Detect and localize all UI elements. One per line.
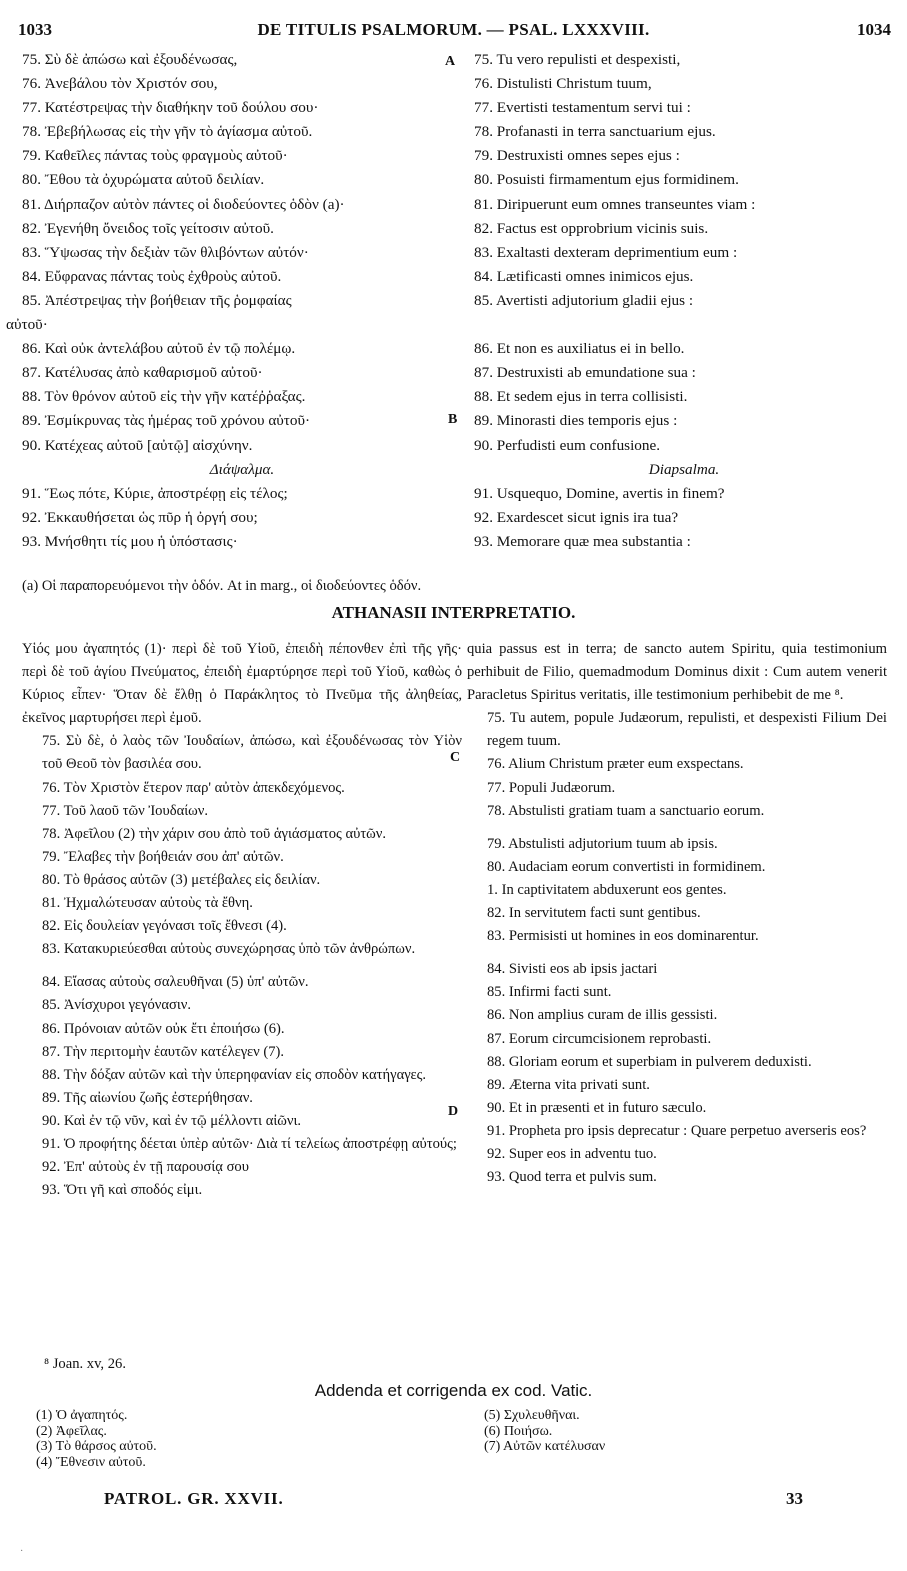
greek-psalm-column bbox=[6, 48, 462, 554]
latin-verse: 75. Tu vero repulisti et despexisti, bbox=[474, 51, 681, 68]
latin-gloss: 82. In servitutem facti sunt gentibus. bbox=[487, 905, 701, 922]
latin-gloss: 83. Permisisti ut homines in eos dominarentur. bbox=[487, 928, 759, 945]
margin-mark-d: D bbox=[448, 1104, 459, 1119]
latin-verse: 91. Usquequo, Domine, avertis in finem? bbox=[474, 484, 725, 502]
latin-gloss: 77. Populi Judæorum. bbox=[487, 779, 616, 796]
latin-diapsalma: Diapsalma. bbox=[648, 460, 720, 478]
footnote-8: ⁸ Joan. xv, 26. bbox=[44, 1356, 126, 1372]
running-title: DE TITULIS PSALMORUM. — PSAL. LXXXVIII. bbox=[257, 20, 650, 39]
greek-verse: 88. Τὸν θρόνον αὐτοῦ εἰς τὴν γῆν κατέῤῥαξας. bbox=[22, 388, 306, 406]
latin-gloss: 79. Abstulisti adjutorium tuum ab ipsis. bbox=[487, 835, 718, 852]
addenda-item: (1) Ὁ ἀγαπητός. bbox=[36, 1408, 128, 1423]
latin-gloss: 90. Et in præsenti et in futuro sæculo. bbox=[487, 1099, 707, 1116]
addenda-item: (5) Σχυλευθῆναι. bbox=[484, 1408, 580, 1423]
greek-gloss: 77. Τοῦ λαοῦ τῶν Ἰουδαίων. bbox=[42, 802, 209, 819]
greek-verse: 89. Ἐσμίκρυνας τὰς ἡμέρας τοῦ χρόνου αὐτοῦ· bbox=[22, 412, 311, 430]
greek-verse: 92. Ἐκκαυθήσεται ὡς πῦρ ἡ ὀργή σου; bbox=[22, 508, 258, 526]
latin-gloss: 85. Infirmi facti sunt. bbox=[487, 984, 612, 1001]
greek-verse: 91. Ἕως πότε, Κύριε, ἀποστρέφῃ εἰς τέλος; bbox=[22, 484, 288, 502]
greek-gloss: 80. Τὸ θράσος αὐτῶν (3) μετέβαλες εἰς δειλίαν. bbox=[42, 871, 321, 888]
greek-gloss: 86. Πρόνοιαν αὐτῶν οὐκ ἔτι ἐποιήσω (6). bbox=[42, 1020, 285, 1037]
latin-blank-line bbox=[474, 313, 894, 337]
footnote-a: (a) Οἱ παραπορευόμενοι τὴν ὁδόν. At in marg., οἱ διοδεύοντες ὁδόν. bbox=[22, 578, 422, 594]
latin-verse: 88. Et sedem ejus in terra collisisti. bbox=[474, 388, 688, 406]
greek-gloss: 81. Ἠχμαλώτευσαν αὐτοὺς τὰ ἔθνη. bbox=[42, 895, 253, 912]
latin-gloss: 84. Sivisti eos ab ipsis jactari bbox=[487, 961, 658, 978]
latin-verse: 87. Destruxisti ab emundatione sua : bbox=[474, 364, 696, 382]
greek-gloss: 91. Ὁ προφήτης δέεται ὑπὲρ αὐτῶν· Διὰ τί τελείως ἀποστρέφῃ αὐτούς; bbox=[42, 1135, 457, 1152]
greek-gloss: 78. Ἀφεῖλου (2) τὴν χάριν σου ἀπὸ τοῦ ἁγιάσματος αὐτῶν. bbox=[42, 825, 387, 842]
greek-verse: 87. Κατέλυσας ἀπὸ καθαρισμοῦ αὐτοῦ· bbox=[22, 364, 263, 382]
page-header bbox=[0, 20, 907, 44]
greek-verse: 75. Σὺ δὲ ἀπώσω καὶ ἐξουδένωσας, bbox=[22, 51, 238, 68]
latin-gloss: 78. Abstulisti gratiam tuam a sanctuario eorum. bbox=[487, 802, 765, 819]
stray-mark: · bbox=[20, 1546, 24, 1557]
greek-gloss: 85. Ἀνίσχυροι γεγόνασιν. bbox=[42, 997, 192, 1014]
greek-verse: 83. Ὕψωσας τὴν δεξιὰν τῶν θλιβόντων αὐτόν· bbox=[22, 243, 309, 261]
addenda-item: (4) Ἔθνεσιν αὐτοῦ. bbox=[36, 1454, 146, 1470]
addenda-item: (3) Τὸ θάρσος αὐτοῦ. bbox=[36, 1439, 157, 1454]
greek-verse: 77. Κατέστρεψας τὴν διαθήκην τοῦ δούλου σου· bbox=[22, 99, 319, 117]
greek-verse-continuation: αὐτοῦ· bbox=[6, 316, 48, 334]
greek-verse: 76. Ἀνεβάλου τὸν Χριστόν σου, bbox=[22, 75, 218, 93]
latin-gloss: 76. Alium Christum præter eum exspectans. bbox=[487, 756, 744, 773]
latin-verse: 80. Posuisti firmamentum ejus formidinem. bbox=[474, 171, 739, 189]
right-page-number: 1034 bbox=[857, 20, 891, 39]
greek-gloss: 93. Ὅτι γῆ καὶ σποδός εἰμι. bbox=[42, 1182, 203, 1199]
greek-gloss: 79. Ἔλαβες τὴν βοήθειάν σου ἀπ' αὐτῶν. bbox=[42, 848, 284, 865]
greek-verse: 78. Ἐβεβήλωσας εἰς τὴν γῆν τὸ ἁγίασμα αὐτοῦ. bbox=[22, 123, 313, 141]
greek-verse: 80. Ἔθου τὰ ὀχυρώματα αὐτοῦ δειλίαν. bbox=[22, 171, 265, 189]
greek-interpretation-column bbox=[22, 638, 462, 1202]
greek-verse: 85. Ἀπέστρεψας τὴν βοήθειαν τῆς ῥομφαίας bbox=[22, 291, 292, 309]
interpretatio-title: ATHANASII INTERPRETATIO. bbox=[331, 603, 576, 622]
latin-gloss: 75. Tu autem, popule Judæorum, repulisti, et despexisti Filium Dei regem tuum. bbox=[487, 710, 887, 750]
greek-gloss: 83. Κατακυριεύεσθαι αὐτοὺς συνεχώρησας ὑπὸ τῶν ἀνθρώπων. bbox=[42, 941, 416, 958]
latin-verse: 81. Diripuerunt eum omnes transeuntes viam : bbox=[474, 195, 756, 213]
latin-verse: 77. Evertisti testamentum servi tui : bbox=[474, 99, 691, 117]
latin-psalm-column bbox=[474, 48, 894, 554]
greek-verse: 84. Εὔφρανας πάντας τοὺς ἐχθροὺς αὐτοῦ. bbox=[22, 267, 282, 285]
addenda-left-list bbox=[36, 1408, 157, 1470]
latin-verse: 83. Exaltasti dexteram deprimentium eum : bbox=[474, 243, 738, 261]
latin-verse: 90. Perfudisti eum confusione. bbox=[474, 436, 661, 454]
greek-gloss: 82. Εἰς δουλείαν γεγόνασι τοῖς ἔθνεσι (4). bbox=[42, 918, 287, 935]
greek-diapsalma: Διάψαλμα. bbox=[209, 460, 275, 478]
greek-verse: 90. Κατέχεας αὐτοῦ [αὐτῷ] αἰσχύνην. bbox=[22, 436, 253, 454]
latin-verse: 86. Et non es auxiliatus ei in bello. bbox=[474, 340, 685, 358]
latin-intro-paragraph: quia passus est in terra; de sancto autem Spiritu, quia testimonium perhibuit de Filio, quemadmodum Dominus dixit : Cum autem venerit Paracletus Spiritus veritatis, ille testimonium perhibebit de me ⁸. bbox=[467, 641, 887, 704]
greek-gloss: 76. Τὸν Χριστὸν ἕτερον παρ' αὐτὸν ἀπεκδεχόμενος. bbox=[42, 779, 345, 796]
margin-mark-b: B bbox=[448, 412, 458, 427]
latin-verse: 92. Exardescet sicut ignis ira tua? bbox=[474, 508, 679, 526]
addenda-title: Addenda et corrigenda ex cod. Vatic. bbox=[314, 1381, 593, 1400]
greek-verse: 81. Διήρπαζον αὐτὸν πάντες οἱ διοδεύοντες ὁδὸν (a)· bbox=[22, 195, 345, 213]
latin-gloss: 80. Audaciam eorum convertisti in formidinem. bbox=[487, 858, 766, 875]
latin-gloss: 93. Quod terra et pulvis sum. bbox=[487, 1169, 657, 1186]
margin-mark-c: C bbox=[450, 750, 461, 765]
greek-intro-paragraph: Υἱός μου ἀγαπητός (1)· περὶ δὲ τοῦ Υἱοῦ, ἐπειδὴ πέπονθεν ἐπὶ τῆς γῆς· περὶ δὲ τοῦ ἁγίου Πνεύματος, ἐπειδὴ ἐμαρτύρησε περὶ τοῦ Υἱοῦ, καθὼς ὁ Κύριος εἶπεν· Ὅταν δὲ ἔλθῃ ὁ Παράκλητος τὸ Πνεῦμα τῆς ἀληθείας, ἐκεῖνος μαρτυρήσει περὶ ἐμοῦ. bbox=[22, 641, 462, 727]
greek-gloss: 87. Τὴν περιτομὴν ἑαυτῶν κατέλεγεν (7). bbox=[42, 1043, 285, 1060]
latin-gloss: 91. Propheta pro ipsis deprecatur : Quare perpetuo averseris eos? bbox=[487, 1122, 867, 1139]
greek-verse: 93. Μνήσθητι τίς μου ἡ ὑπόστασις· bbox=[22, 532, 238, 550]
addenda-item: (6) Ποιήσω. bbox=[484, 1423, 553, 1439]
latin-verse: 79. Destruxisti omnes sepes ejus : bbox=[474, 147, 680, 165]
latin-verse: 93. Memorare quæ mea substantia : bbox=[474, 532, 691, 550]
latin-gloss: 87. Eorum circumcisionem reprobasti. bbox=[487, 1030, 712, 1047]
latin-verse: 76. Distulisti Christum tuum, bbox=[474, 75, 652, 93]
latin-verse: 84. Lætificasti omnes inimicos ejus. bbox=[474, 267, 694, 285]
greek-gloss: 92. Ἐπ' αὐτοὺς ἐν τῇ παρουσίᾳ σου bbox=[42, 1159, 249, 1176]
latin-gloss: 89. Æterna vita privati sunt. bbox=[487, 1076, 650, 1093]
footer-sheet-number: 33 bbox=[786, 1489, 803, 1508]
greek-gloss: 84. Εἴασας αὐτοὺς σαλευθῆναι (5) ὑπ' αὐτῶν. bbox=[42, 974, 309, 991]
greek-verse: 86. Καὶ οὐκ ἀντελάβου αὐτοῦ ἐν τῷ πολέμῳ. bbox=[22, 340, 296, 358]
latin-gloss: 88. Gloriam eorum et superbiam in pulverem deduxisti. bbox=[487, 1053, 812, 1070]
latin-gloss: 1. In captivitatem abduxerunt eos gentes. bbox=[487, 881, 727, 898]
latin-verse: 78. Profanasti in terra sanctuarium ejus. bbox=[474, 123, 716, 141]
latin-verse: 89. Minorasti dies temporis ejus : bbox=[474, 412, 678, 430]
greek-verse: 82. Ἐγενήθη ὄνειδος τοῖς γείτοσιν αὐτοῦ. bbox=[22, 219, 274, 237]
addenda-item: (2) Ἀφεῖλας. bbox=[36, 1423, 107, 1439]
footer-signature: PATROL. GR. XXVII. bbox=[104, 1489, 284, 1508]
latin-verse: 85. Avertisti adjutorium gladii ejus : bbox=[474, 291, 694, 309]
greek-gloss: 90. Καὶ ἐν τῷ νῦν, καὶ ἐν τῷ μέλλοντι αἰῶνι. bbox=[42, 1112, 302, 1129]
greek-gloss: 88. Τὴν δόξαν αὐτῶν καὶ τὴν ὑπερηφανίαν εἰς σποδὸν κατήγαγες. bbox=[42, 1066, 427, 1083]
latin-verse: 82. Factus est opprobrium vicinis suis. bbox=[474, 219, 709, 237]
greek-verse: 79. Καθεῖλες πάντας τοὺς φραγμοὺς αὐτοῦ· bbox=[22, 147, 288, 165]
addenda-right-list bbox=[484, 1408, 605, 1455]
latin-gloss: 92. Super eos in adventu tuo. bbox=[487, 1145, 657, 1162]
left-page-number: 1033 bbox=[18, 20, 52, 39]
latin-gloss: 86. Non amplius curam de illis gessisti. bbox=[487, 1007, 718, 1024]
greek-gloss: 89. Τῆς αἰωνίου ζωῆς ἐστερήθησαν. bbox=[42, 1089, 253, 1106]
greek-gloss: 75. Σὺ δὲ, ὁ λαὸς τῶν Ἰουδαίων, ἀπώσω, καὶ ἐξουδένωσας τὸν Υἱὸν τοῦ Θεοῦ τὸν βασιλέα σου. bbox=[42, 733, 462, 773]
margin-mark-a: A bbox=[445, 54, 456, 69]
addenda-item: (7) Αὐτῶν κατέλυσαν bbox=[484, 1439, 606, 1454]
latin-interpretation-column bbox=[467, 638, 887, 1189]
